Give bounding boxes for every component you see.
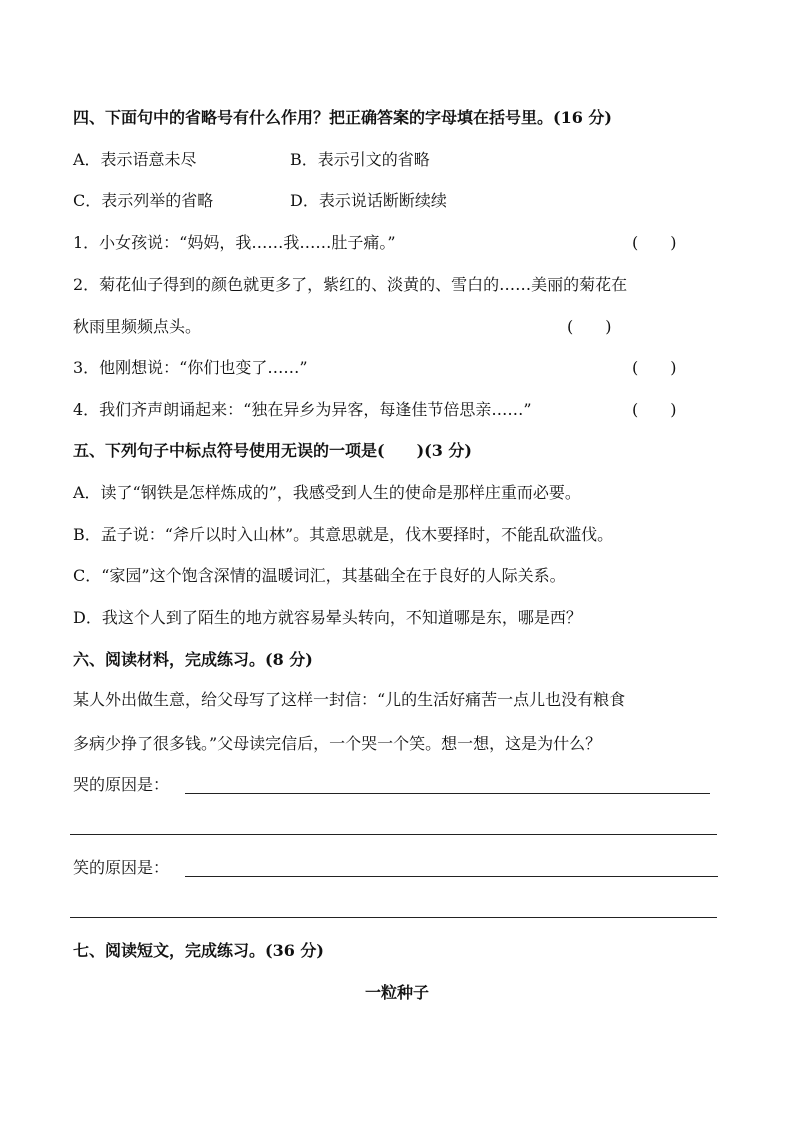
answer-paren-3[interactable]: ( )	[632, 358, 677, 377]
section5-option-c: C．“家园”这个饱含深情的温暖词汇，其基础全在于良好的人际关系。	[73, 566, 566, 585]
question-4: 4．我们齐声朗诵起来：“独在异乡为异客，每逢佳节倍思亲……”	[73, 400, 532, 419]
question-3: 3．他刚想说：“你们也变了……”	[73, 358, 308, 377]
answer-paren-4[interactable]: ( )	[632, 400, 677, 419]
option-d: D．表示说话断断续续	[290, 191, 447, 210]
answer-paren-2[interactable]: ( )	[567, 317, 612, 336]
laugh-reason-line-1[interactable]	[185, 876, 718, 877]
laugh-reason-label: 笑的原因是：	[73, 858, 170, 877]
question-2: 2．菊花仙子得到的颜色就更多了，紫红的、淡黄的、雪白的……美丽的菊花在	[73, 275, 628, 294]
section4-heading: 四、下面句中的省略号有什么作用？把正确答案的字母填在括号里。(16 分)	[73, 108, 612, 127]
laugh-reason-line-2[interactable]	[70, 917, 717, 918]
option-a: A．表示语意未尽	[73, 150, 197, 169]
section7-heading: 七、阅读短文，完成练习。(36 分)	[73, 941, 324, 960]
section5-option-a: A．读了“钢铁是怎样炼成的”，我感受到人生的使命是那样庄重而必要。	[73, 483, 581, 502]
section6-text-line1: 某人外出做生意，给父母写了这样一封信：“儿的生活好痛苦一点儿也没有粮食	[73, 690, 626, 709]
passage-title: 一粒种子	[364, 983, 429, 1002]
section5-option-d: D．我这个人到了陌生的地方就容易晕头转向，不知道哪是东，哪是西？	[73, 608, 582, 627]
section5-option-b: B．孟子说：“斧斤以时入山林”。其意思就是，伐木要择时，不能乱砍滥伐。	[73, 525, 614, 544]
section6-heading: 六、阅读材料，完成练习。(8 分)	[73, 650, 313, 669]
cry-reason-line-2[interactable]	[70, 834, 717, 835]
option-c: C．表示列举的省略	[73, 191, 214, 210]
cry-reason-label: 哭的原因是：	[73, 775, 170, 794]
option-b: B．表示引文的省略	[290, 150, 430, 169]
question-2-cont: 秋雨里频频点头。	[73, 317, 202, 336]
question-1: 1．小女孩说：“妈妈，我……我……肚子痛。”	[73, 233, 396, 252]
section6-text-line2: 多病少挣了很多钱。”父母读完信后，一个哭一个笑。想一想，这是为什么？	[73, 734, 602, 753]
answer-paren-1[interactable]: ( )	[632, 233, 677, 252]
section5-heading: 五、下列句子中标点符号使用无误的一项是( )(3 分)	[73, 441, 472, 460]
cry-reason-line-1[interactable]	[185, 793, 710, 794]
